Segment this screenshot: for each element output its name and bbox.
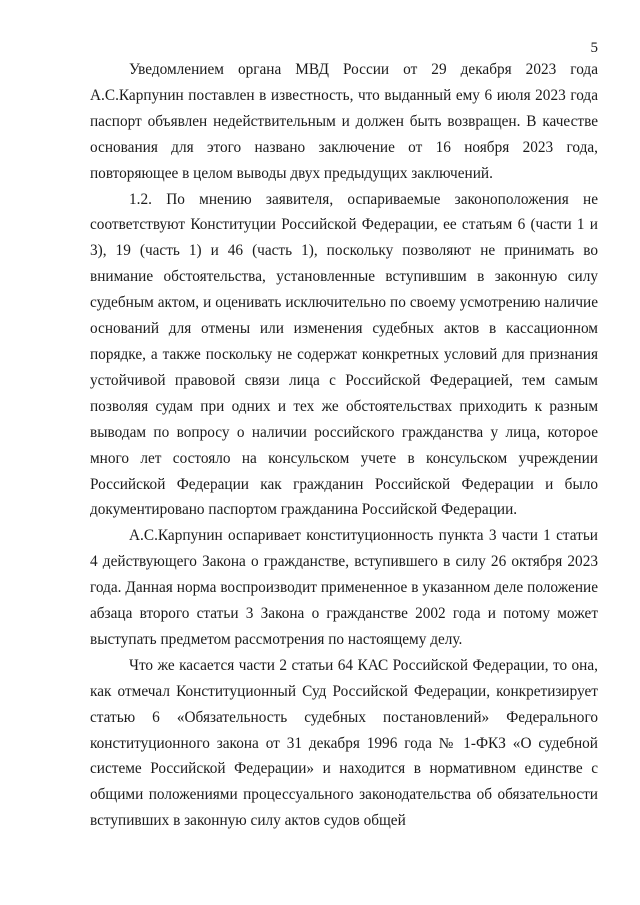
paragraph-notification: Уведомлением органа МВД России от 29 декабря 2023 года А.С.Карпунин поставлен в известность, что выданный ему 6 июля 2023 года паспорт объявлен недействительным и должен быть возвращен. В качестве основания для этого названо заключение от 16 ноября 2023 года, повторяющее в целом выводы двух предыдущих заключений. [90, 61, 598, 182]
document-body [90, 57, 598, 834]
paragraph-applicant-opinion: 1.2. По мнению заявителя, оспариваемые законоположения не соответствуют Конституции Российской Федерации, ее статьям 6 (части 1 и 3), 19 (часть 1) и 46 (часть 1), поскольку позволяют не принимать во внимание обстоятельства, установленные вступившим в законную силу судебным актом, и оценивать исключительно по своему усмотрению наличие оснований для отмены или изменения судебных актов в кассационном порядке, а также поскольку не содержат конкретных условий для признания устойчивой правовой связи лица с Российской Федерацией, тем самым позволяя судам при одних и тех же обстоятельствах приходить к разным выводам по вопросу о наличии российского гражданства у лица, которое много лет состояло на консульском учете в консульском учреждении Российской Федерации как гражданин Российской Федерации и было документировано паспортом гражданина Российской Федерации. [90, 190, 598, 519]
paragraph-article-64: Что же касается части 2 статьи 64 КАС Российской Федерации, то она, как отмечал Конституционный Суд Российской Федерации, конкретизирует статью 6 «Обязательность судебных постановлений» Федерального конституционного закона от 31 декабря 1996 года № 1-ФКЗ «О судебной системе Российской Федерации» и находится в нормативном единстве с общими положениями процессуального законодательства об обязательности вступивших в законную силу актов судов общей [90, 656, 598, 830]
paragraph-constitutionality-challenge: А.С.Карпунин оспаривает конституционность пункта 3 части 1 статьи 4 действующего Закона о гражданстве, вступившего в силу 26 октября 2023 года. Данная норма воспроизводит примененное в указанном деле положение абзаца второго статьи 3 Закона о гражданстве 2002 года и потому может выступать предметом рассмотрения по настоящему делу. [90, 527, 598, 648]
page-number: 5 [590, 40, 598, 56]
